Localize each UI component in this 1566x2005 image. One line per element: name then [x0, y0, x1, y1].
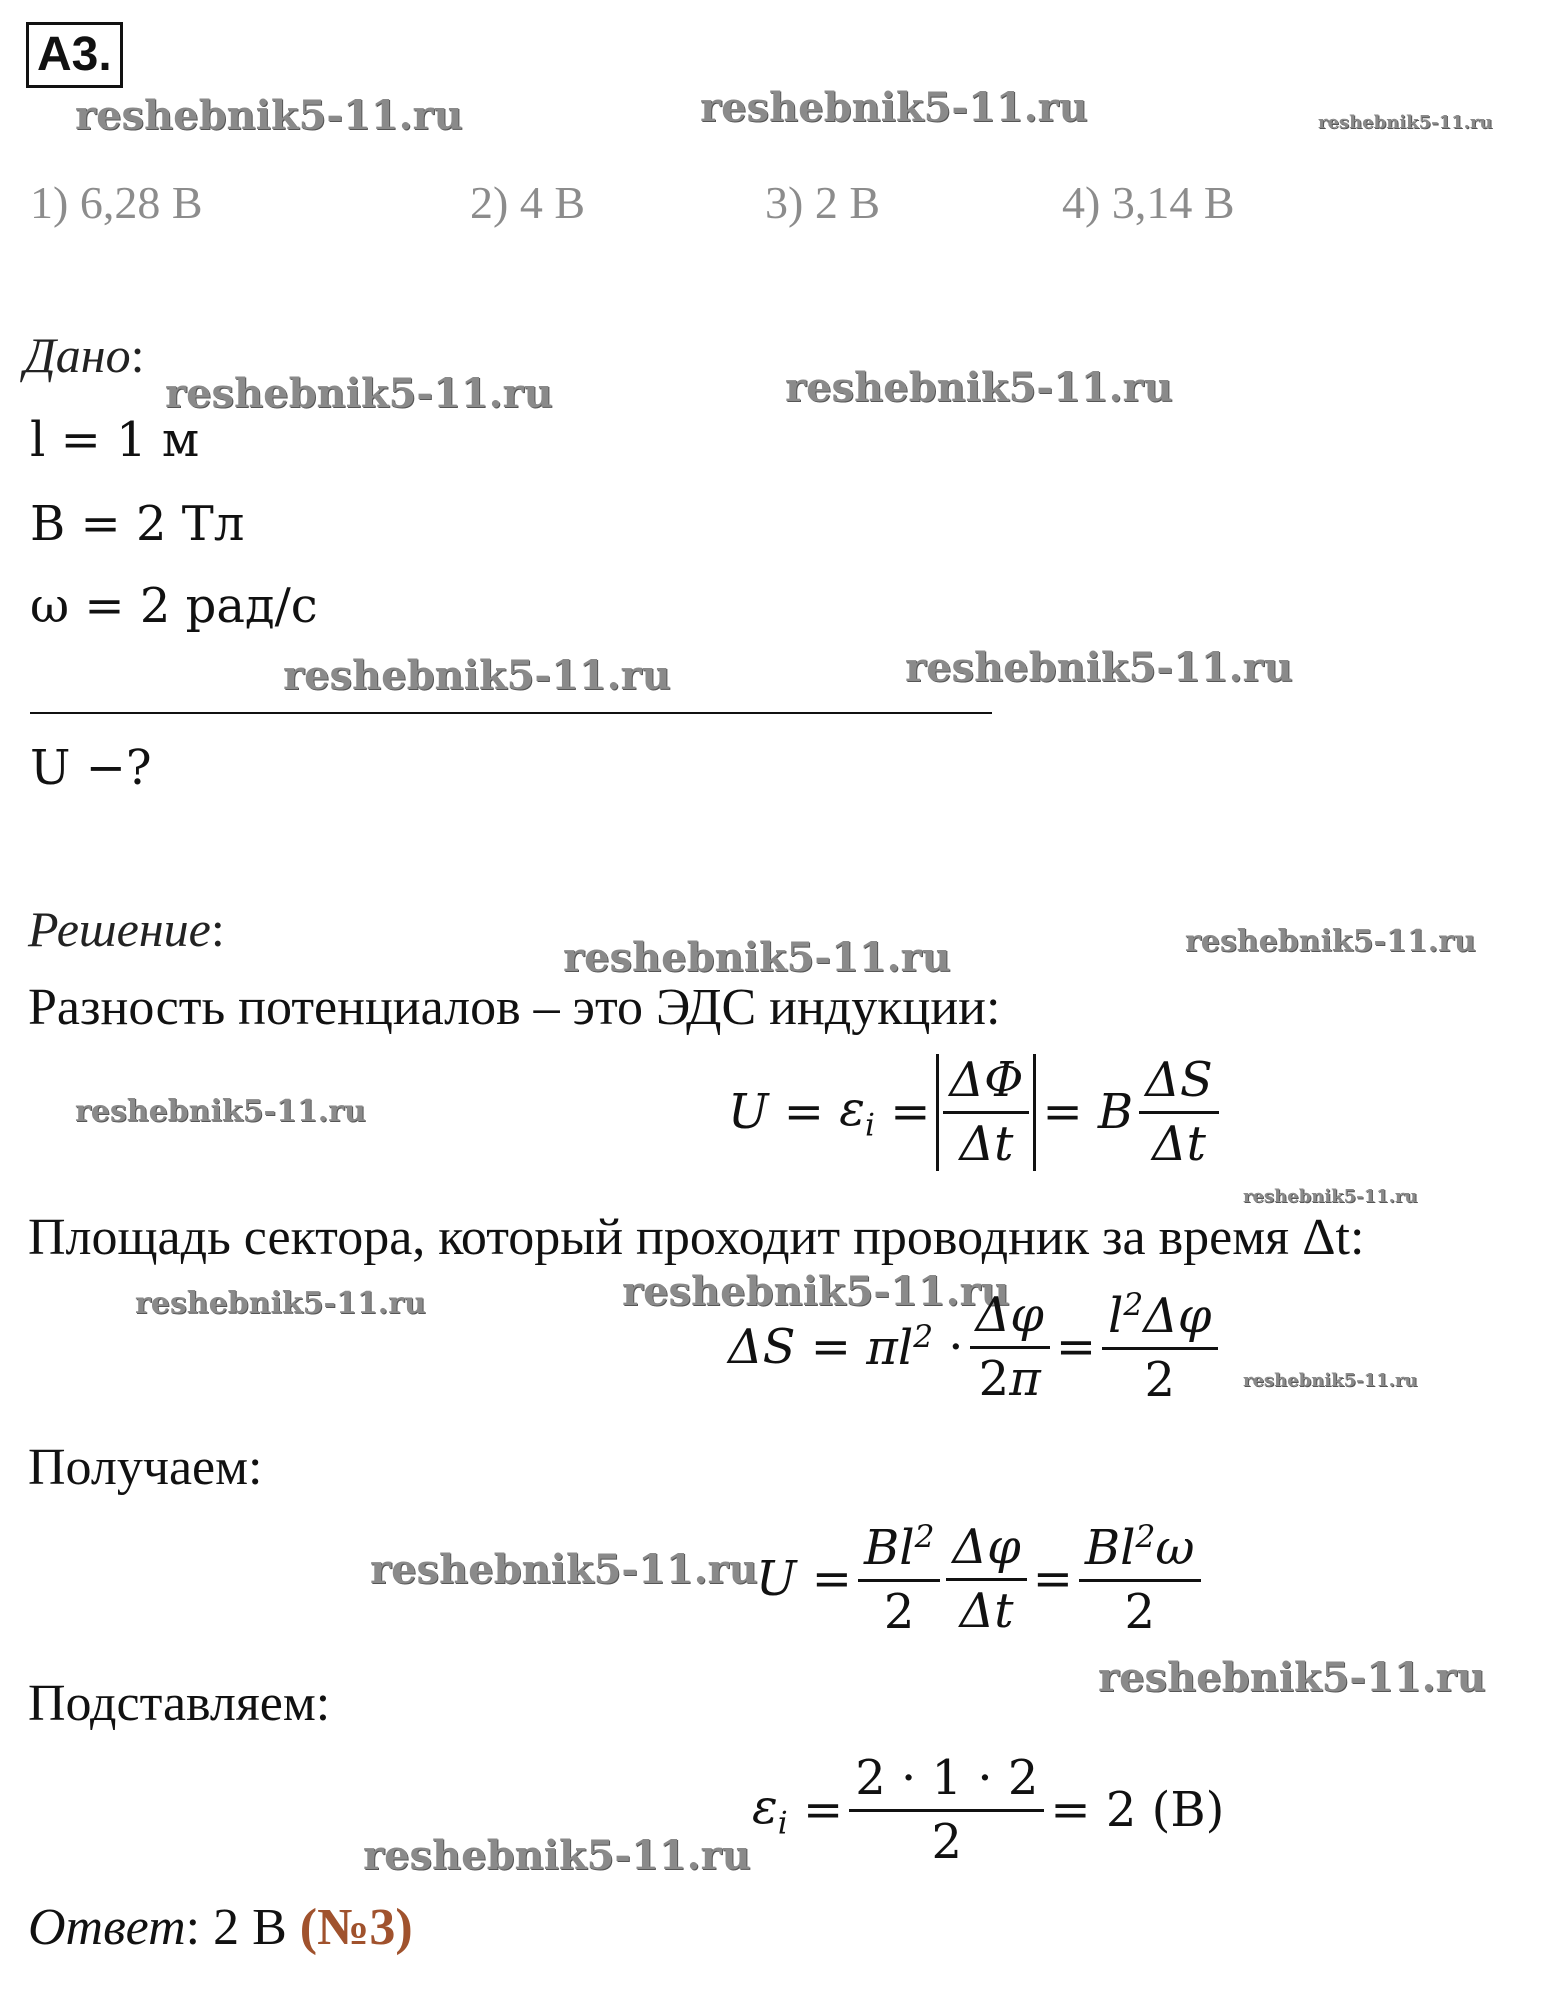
solution-line-substitute: Подставляем: — [28, 1675, 331, 1732]
solution-heading — [28, 900, 225, 958]
given-heading — [24, 326, 145, 384]
watermark: reshebnik5-11.ru — [165, 370, 553, 417]
answer-label: Ответ — [28, 1899, 186, 1956]
watermark: reshebnik5-11.ru — [363, 1832, 751, 1879]
watermark: reshebnik5-11.ru — [75, 1094, 366, 1129]
find-value: U −? — [30, 740, 152, 796]
given-item-field: B = 2 Тл — [30, 496, 245, 552]
watermark: reshebnik5-11.ru — [1185, 924, 1476, 959]
solution-line-sector: Площадь сектора, который проходит проводник за время Δt: — [28, 1209, 1365, 1266]
answer — [28, 1898, 413, 1957]
watermark: reshebnik5-11.ru — [1318, 112, 1493, 133]
watermark: reshebnik5-11.ru — [283, 652, 671, 699]
answer-number: (№3) — [299, 1899, 413, 1956]
given-divider — [30, 712, 992, 714]
option-2: 2) 4 В — [470, 177, 585, 228]
watermark: reshebnik5-11.ru — [1243, 1370, 1418, 1391]
watermark: reshebnik5-11.ru — [563, 934, 951, 981]
watermark: reshebnik5-11.ru — [1098, 1654, 1486, 1701]
problem-id-text: А3. — [37, 28, 112, 81]
watermark: reshebnik5-11.ru — [905, 644, 1293, 691]
watermark: reshebnik5-11.ru — [370, 1546, 758, 1593]
solution-label: Решение — [28, 901, 211, 957]
formula-voltage: U = $\frac{Bl^2}{2}$ $\frac{\Delta\varphi}{\Delta t}$ = $\frac{Bl^2\omega}{2}$ — [756, 1520, 1207, 1639]
formula-emf: U = $\varepsilon_i$ = $\frac{\Delta\Phi}{\Delta t}$ = B $\frac{\Delta S}{\Delta t}$ — [728, 1054, 1225, 1171]
watermark: reshebnik5-11.ru — [700, 84, 1088, 131]
watermark: reshebnik5-11.ru — [622, 1268, 1010, 1315]
watermark: reshebnik5-11.ru — [135, 1286, 426, 1321]
option-3: 3) 2 В — [765, 177, 880, 228]
option-4: 4) 3,14 В — [1062, 177, 1235, 228]
given-item-length: l = 1 м — [30, 412, 200, 468]
option-1: 1) 6,28 В — [30, 177, 203, 228]
watermark: reshebnik5-11.ru — [1243, 1186, 1418, 1207]
given-colon: : — [130, 327, 145, 383]
answer-colon: : — [185, 1899, 201, 1956]
watermark: reshebnik5-11.ru — [75, 92, 463, 139]
watermark: reshebnik5-11.ru — [785, 364, 1173, 411]
formula-sector-area: ΔS = $\pi l^2$ · $\frac{\Delta\varphi}{2\pi}$ = $\frac{l^2\Delta\varphi}{2}$ — [728, 1288, 1224, 1407]
answer-value: 2 В — [200, 1899, 300, 1956]
given-item-omega: ω = 2 рад/с — [30, 578, 318, 634]
solution-line-emf: Разность потенциалов – это ЭДС индукции: — [28, 979, 1001, 1036]
solution-line-obtain: Получаем: — [28, 1439, 263, 1496]
formula-substitution: $\varepsilon_i$ = $\frac{2 \cdot 1 \cdot 2}{2}$ = 2 (В) — [752, 1750, 1225, 1870]
solution-colon: : — [210, 901, 225, 957]
given-label: Дано — [24, 327, 131, 383]
problem-id — [26, 22, 123, 88]
